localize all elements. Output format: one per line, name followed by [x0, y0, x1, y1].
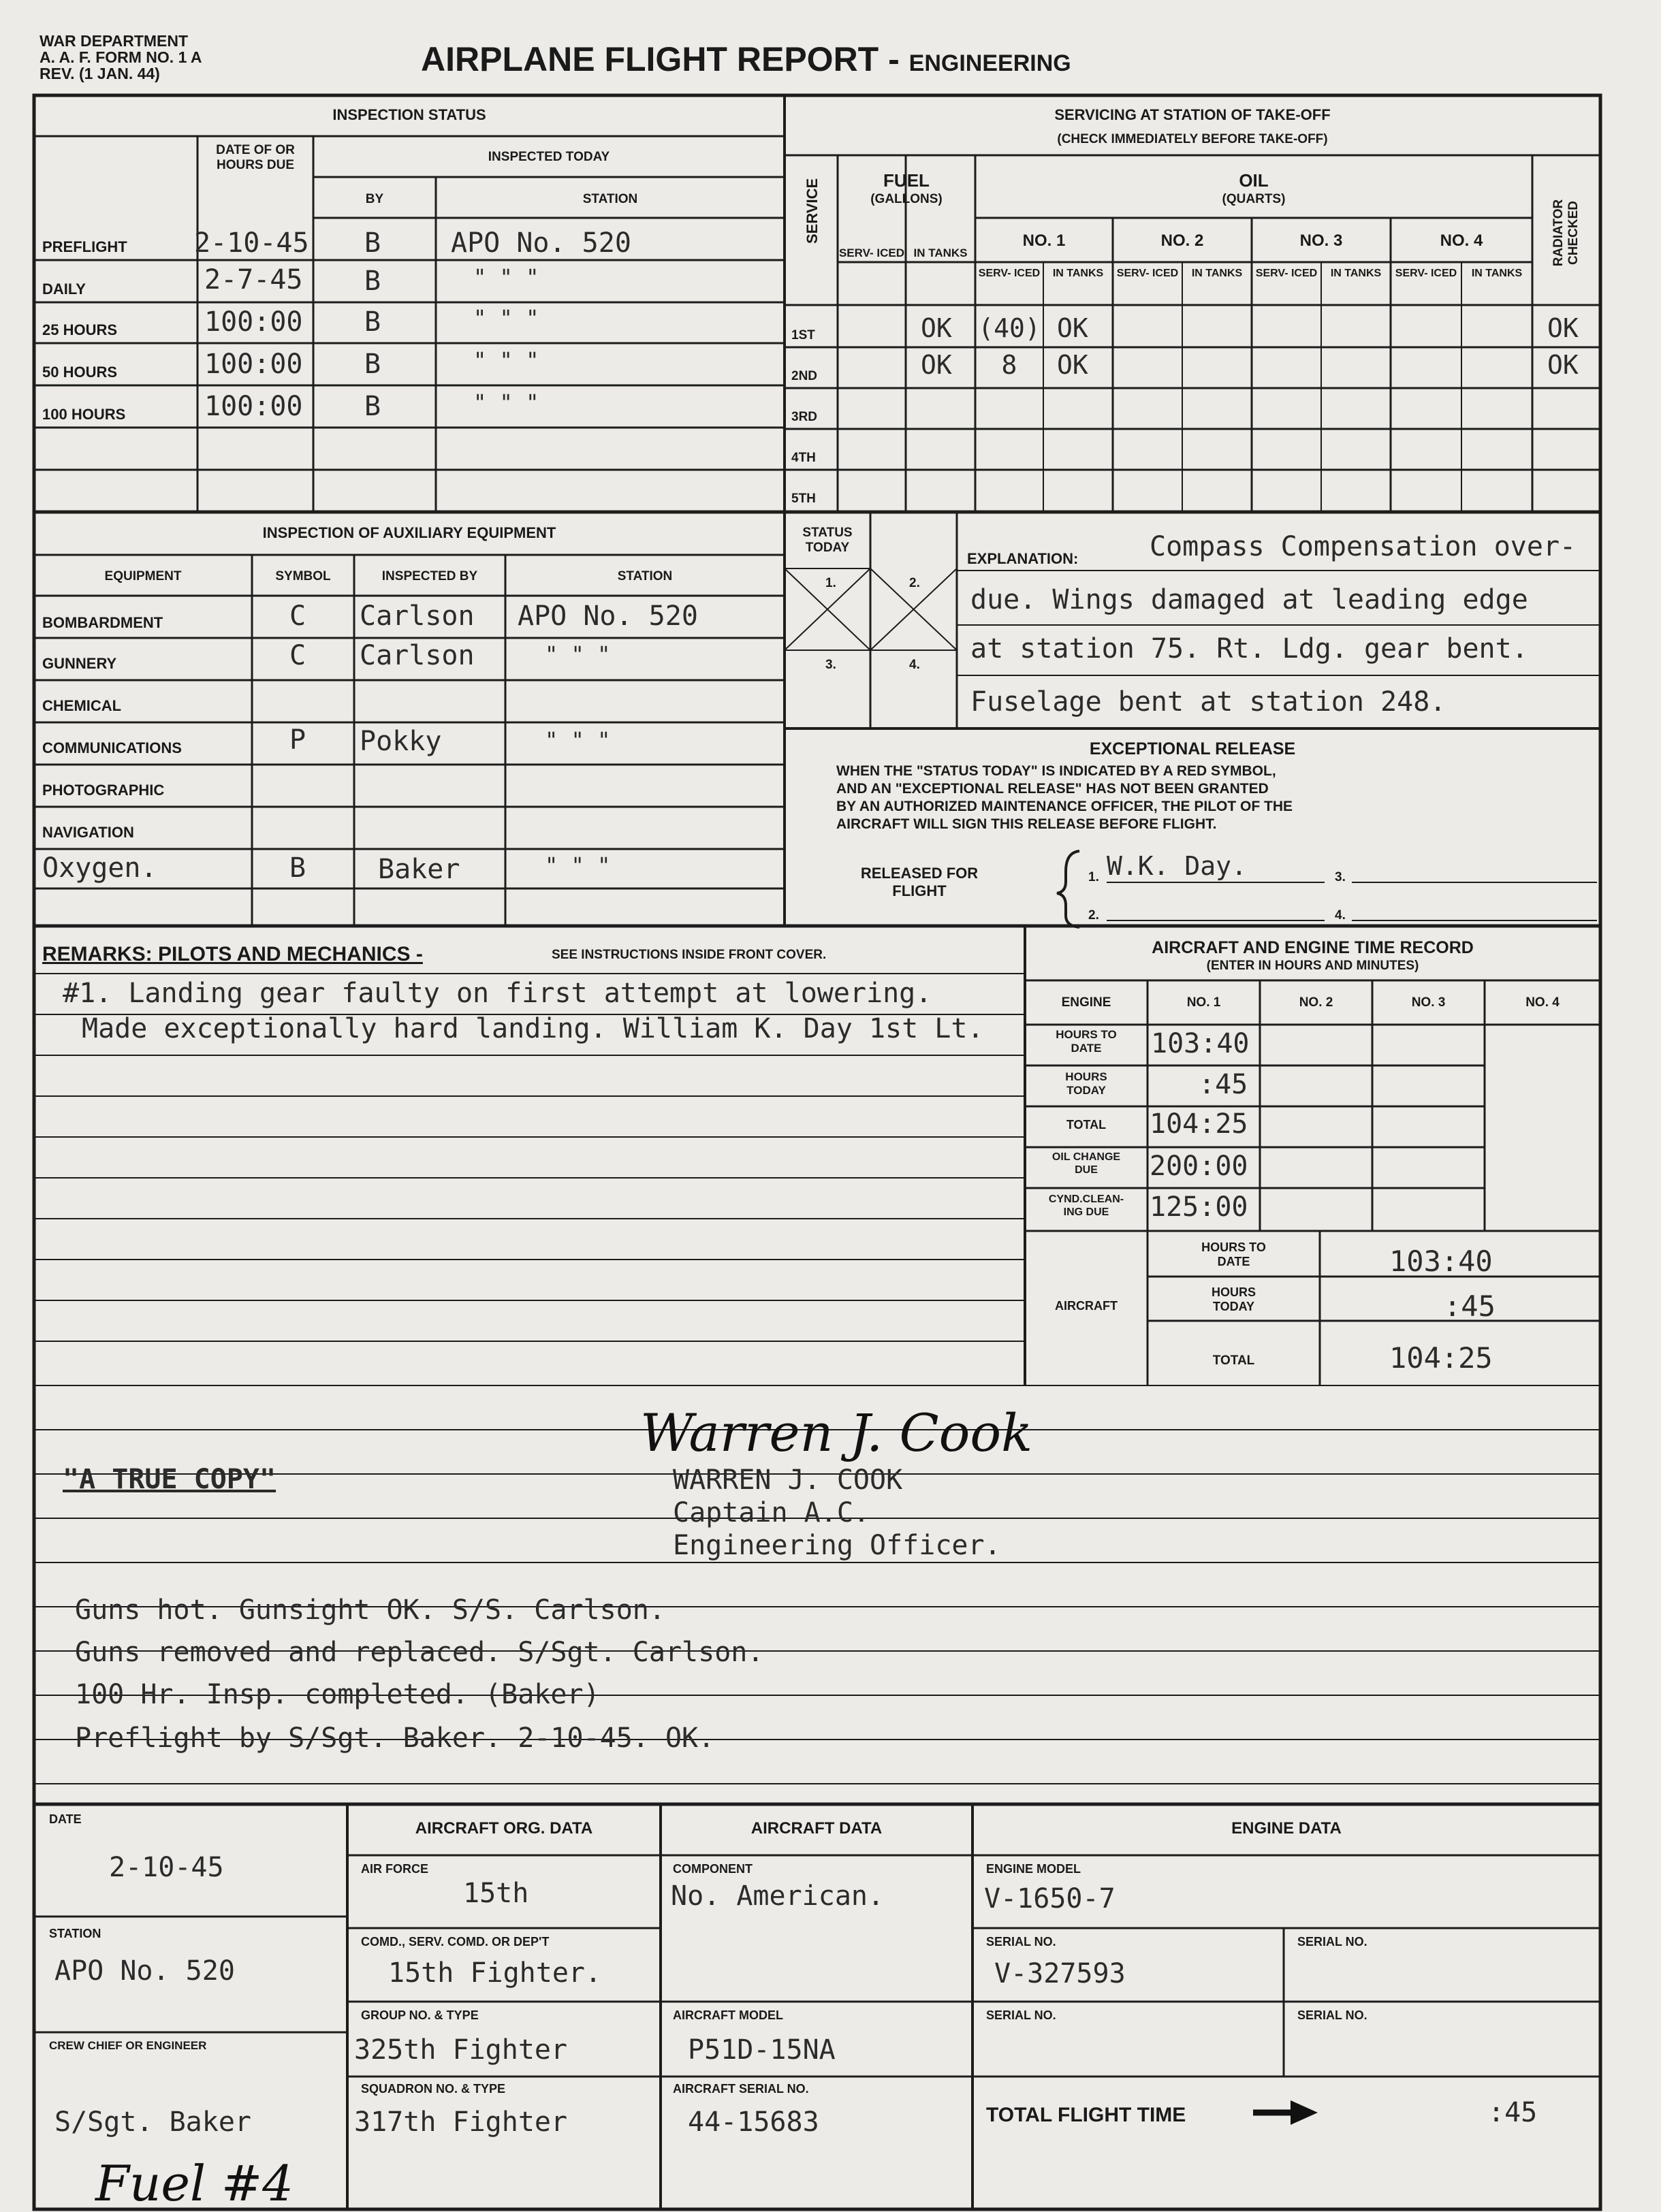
row-label: DAILY [42, 280, 86, 298]
engine-1-col: NO. 1 [1186, 995, 1221, 1010]
engine-serial-4-label: SERIAL NO. [1297, 2008, 1367, 2022]
command-value: 15th Fighter. [388, 1957, 602, 1989]
release-text-line-4: AIRCRAFT WILL SIGN THIS RELEASE BEFORE FLIGHT. [836, 816, 1217, 832]
group-value: 325th Fighter [354, 2034, 568, 2066]
mechanic-remark-4: Preflight by S/Sgt. Baker. 2-10-45. OK. [75, 1722, 715, 1754]
engine-3-col: NO. 3 [1411, 995, 1446, 1010]
row-label: 100 HOURS [42, 406, 126, 423]
aircraft-model-value: P51D-15NA [688, 2034, 836, 2066]
oil1-serviced-1st: (40) [978, 313, 1041, 343]
oil-unit: (QUARTS) [1222, 192, 1286, 206]
form-id-line-1: WAR DEPARTMENT [39, 32, 189, 50]
row-label: Oxygen. [42, 852, 157, 884]
date-due-value: 100:00 [204, 391, 303, 422]
engine-hours-today-label: HOURS TODAY [1065, 1070, 1107, 1097]
fuel-label: FUEL [883, 170, 930, 191]
col-symbol: SYMBOL [275, 569, 331, 583]
row-label: 50 HOURS [42, 364, 118, 381]
inspected-by-value: B [364, 227, 381, 259]
col-equipment: EQUIPMENT [104, 569, 182, 583]
cyl-cleaning-due-value: 125:00 [1150, 1191, 1248, 1223]
col-aux-station: STATION [617, 569, 673, 583]
remarks-instructions: SEE INSTRUCTIONS INSIDE FRONT COVER. [552, 948, 827, 962]
component-label: COMPONENT [673, 1862, 753, 1876]
mechanic-remark-2: Guns removed and replaced. S/Sgt. Carlson. [75, 1637, 764, 1668]
form-title-main: AIRPLANE FLIGHT REPORT - [421, 40, 900, 78]
release-signer-1: W.K. Day. [1107, 851, 1247, 881]
released-for-flight-label: RELEASED FOR FLIGHT [860, 865, 979, 899]
station-value: " " " [473, 389, 539, 415]
aircraft-data-header: AIRCRAFT DATA [750, 1819, 883, 1838]
form-id [39, 33, 202, 82]
remarks-label: REMARKS: PILOTS AND MECHANICS - [42, 943, 423, 965]
certifier-rank: Captain A.C. [673, 1497, 870, 1528]
fuel-in-tanks-2nd: OK [921, 350, 952, 380]
aircraft-hours-to-date-value: 103:40 [1389, 1245, 1493, 1278]
release-text-line-3: BY AN AUTHORIZED MAINTENANCE OFFICER, THE PILOT OF THE [836, 799, 1293, 814]
service-row-4th: 4TH [791, 451, 816, 465]
symbol-value: C [289, 600, 306, 632]
release-signer-4-number: 4. [1335, 908, 1346, 923]
service-row-3rd: 3RD [791, 410, 818, 424]
radiator-checked-label: RADIATOR CHECKED [1551, 199, 1581, 267]
cyl-cleaning-due-label: CYND.CLEAN- ING DUE [1048, 1193, 1124, 1218]
form-id-line-3: REV. (1 JAN. 44) [39, 65, 160, 82]
oil1-in-tanks-label: IN TANKS [1052, 268, 1104, 279]
inspected-by-value: B [364, 391, 381, 422]
inspected-by-value: B [364, 306, 381, 338]
crew-chief-label: CREW CHIEF OR ENGINEER [49, 2039, 207, 2052]
form-title-sub: ENGINEERING [908, 50, 1071, 76]
form-id-line-2: A. A. F. FORM NO. 1 A [39, 48, 202, 66]
engine-model-value: V-1650-7 [984, 1883, 1116, 1914]
row-label: BOMBARDMENT [42, 614, 163, 631]
engine-2-col: NO. 2 [1299, 995, 1333, 1010]
inspected-by-value: Baker [378, 854, 460, 885]
aux-equipment-header: INSPECTION OF AUXILIARY EQUIPMENT [262, 524, 556, 541]
inspected-by-value: B [364, 349, 381, 380]
station-value: " " " [473, 347, 539, 373]
row-label: COMMUNICATIONS [42, 739, 182, 756]
fuel-in-tanks-1st: OK [921, 313, 952, 343]
total-flight-time-value: :45 [1488, 2097, 1538, 2128]
oil-change-due-value: 200:00 [1150, 1151, 1248, 1182]
mechanic-remark-3: 100 Hr. Insp. completed. (Baker) [75, 1679, 600, 1710]
air-force-value: 15th [463, 1878, 529, 1909]
explanation-label: EXPLANATION: [967, 550, 1079, 567]
col-station: STATION [582, 192, 638, 206]
engine-4-col: NO. 4 [1525, 995, 1560, 1010]
station-value: APO No. 520 [451, 227, 631, 259]
oil3-serviced-label: SERV- ICED [1255, 268, 1318, 279]
oil-engine-2-label: NO. 2 [1160, 231, 1204, 250]
air-force-label: AIR FORCE [361, 1862, 428, 1876]
inspected-by-value: B [364, 266, 381, 297]
release-signer-1-number: 1. [1088, 870, 1099, 884]
status-cell-1: 1. [825, 576, 836, 590]
engine-serial-label: SERIAL NO. [986, 1935, 1056, 1949]
col-engine: ENGINE [1061, 995, 1111, 1010]
date-due-value: 2-10-45 [194, 227, 309, 259]
exceptional-release-text [836, 763, 1293, 833]
row-label: 25 HOURS [42, 321, 118, 338]
date-value: 2-10-45 [109, 1852, 224, 1883]
oil1-in-tanks-1st: OK [1057, 313, 1088, 343]
radiator-1st: OK [1547, 313, 1579, 343]
col-date-due: DATE OF OR HOURS DUE [216, 143, 295, 172]
oil1-in-tanks-2nd: OK [1057, 350, 1088, 380]
engine-data-header: ENGINE DATA [1231, 1819, 1342, 1838]
oil-engine-3-label: NO. 3 [1299, 231, 1343, 250]
total-flight-time-label: TOTAL FLIGHT TIME [986, 2104, 1186, 2126]
station-value: " " " [473, 305, 539, 331]
inspected-by-value: Carlson [360, 640, 475, 671]
row-label: PREFLIGHT [42, 238, 127, 255]
oil-engine-4-label: NO. 4 [1440, 231, 1483, 250]
engine-hours-to-date-value: 103:40 [1151, 1028, 1250, 1059]
aircraft-time-label: AIRCRAFT [1055, 1299, 1118, 1313]
status-cell-2: 2. [909, 576, 920, 590]
oil2-in-tanks-label: IN TANKS [1191, 268, 1243, 279]
mechanic-remark-1: Guns hot. Gunsight OK. S/S. Carlson. [75, 1594, 665, 1626]
certifier-title: Engineering Officer. [673, 1530, 1001, 1561]
servicing-subheader: (CHECK IMMEDIATELY BEFORE TAKE-OFF) [1057, 132, 1328, 146]
certifying-officer-block [673, 1464, 1001, 1562]
aircraft-serial-label: AIRCRAFT SERIAL NO. [673, 2082, 809, 2096]
crew-chief-value: S/Sgt. Baker [54, 2106, 251, 2138]
status-today-header: STATUS TODAY [802, 526, 853, 555]
explanation-line-3: at station 75. Rt. Ldg. gear bent. [970, 633, 1528, 664]
explanation-line-1: Compass Compensation over- [1150, 531, 1577, 562]
station-value: APO No. 520 [518, 600, 698, 632]
time-record-header: AIRCRAFT AND ENGINE TIME RECORD [1152, 938, 1474, 957]
aircraft-total-value: 104:25 [1389, 1341, 1493, 1375]
col-by: BY [365, 192, 384, 206]
engine-model-label: ENGINE MODEL [986, 1862, 1081, 1876]
exceptional-release-header: EXCEPTIONAL RELEASE [1089, 739, 1296, 758]
inspected-by-value: Carlson [360, 600, 475, 632]
engine-total-label: TOTAL [1066, 1118, 1107, 1132]
oil1-serviced-label: SERV- ICED [978, 268, 1041, 279]
station-value: " " " [473, 264, 539, 290]
aircraft-serial-value: 44-15683 [688, 2106, 819, 2138]
station-value: " " " [545, 852, 611, 878]
engine-serial-2-label: SERIAL NO. [1297, 1935, 1367, 1949]
symbol-value: P [289, 724, 306, 756]
service-row-1st: 1ST [791, 328, 815, 342]
release-signer-2-number: 2. [1088, 908, 1099, 923]
service-row-2nd: 2ND [791, 369, 818, 383]
row-label: PHOTOGRAPHIC [42, 782, 165, 799]
aircraft-hours-today-label: HOURS TODAY [1211, 1285, 1256, 1313]
officer-signature: Warren J. Cook [640, 1402, 1033, 1463]
org-data-header: AIRCRAFT ORG. DATA [415, 1819, 593, 1838]
service-label: SERVICE [804, 178, 821, 244]
aircraft-hours-today-value: :45 [1444, 1289, 1496, 1323]
date-label: DATE [49, 1812, 82, 1826]
certifier-name: WARREN J. COOK [673, 1464, 903, 1496]
radiator-2nd: OK [1547, 350, 1579, 380]
explanation-line-4: Fuselage bent at station 248. [970, 686, 1446, 718]
form-title [421, 39, 1071, 79]
servicing-header: SERVICING AT STATION OF TAKE-OFF [1054, 106, 1331, 123]
engine-hours-to-date-label: HOURS TO DATE [1056, 1028, 1117, 1055]
fuel-in-tanks-label: IN TANKS [913, 246, 968, 259]
inspection-status-header: INSPECTION STATUS [332, 106, 486, 123]
date-due-value: 100:00 [204, 349, 303, 380]
oil1-serviced-2nd: 8 [1001, 350, 1017, 380]
inspected-by-value: Pokky [360, 726, 442, 757]
row-label: GUNNERY [42, 655, 117, 672]
oil2-serviced-label: SERV- ICED [1116, 268, 1179, 279]
oil-engine-1-label: NO. 1 [1022, 231, 1066, 250]
date-due-value: 100:00 [204, 306, 303, 338]
true-copy-stamp: "A TRUE COPY" [63, 1464, 276, 1495]
aircraft-total-label: TOTAL [1212, 1353, 1255, 1368]
fuel-serviced-label: SERV- ICED [838, 246, 905, 259]
row-label: CHEMICAL [42, 697, 122, 714]
station-value: " " " [545, 727, 611, 753]
aircraft-hours-to-date-label: HOURS TO DATE [1201, 1240, 1266, 1268]
col-inspected-by: INSPECTED BY [381, 569, 478, 583]
oil4-in-tanks-label: IN TANKS [1471, 268, 1523, 279]
oil-label: OIL [1239, 170, 1269, 191]
symbol-value: B [289, 852, 306, 884]
release-signer-3-number: 3. [1335, 870, 1346, 884]
squadron-label: SQUADRON NO. & TYPE [361, 2082, 506, 2096]
fuel-unit: (GALLONS) [870, 192, 943, 206]
component-value: No. American. [671, 1880, 885, 1912]
time-record-subheader: (ENTER IN HOURS AND MINUTES) [1206, 959, 1419, 973]
date-due-value: 2-7-45 [204, 264, 303, 295]
squadron-value: 317th Fighter [354, 2106, 568, 2138]
station-value: APO No. 520 [54, 1955, 235, 1987]
aircraft-model-label: AIRCRAFT MODEL [673, 2008, 783, 2022]
status-cell-3: 3. [825, 658, 836, 672]
oil3-in-tanks-label: IN TANKS [1330, 268, 1382, 279]
explanation-line-2: due. Wings damaged at leading edge [970, 584, 1528, 615]
row-label: NAVIGATION [42, 824, 134, 841]
engine-serial-3-label: SERIAL NO. [986, 2008, 1056, 2022]
station-label: STATION [49, 1927, 101, 1940]
col-inspected-today: INSPECTED TODAY [488, 150, 610, 164]
remark-line-2: Made exceptionally hard landing. William K. Day 1st Lt. [82, 1013, 984, 1044]
engine-hours-today-value: :45 [1199, 1069, 1248, 1100]
station-value: " " " [545, 641, 611, 667]
remark-line-1: #1. Landing gear faulty on first attempt at lowering. [63, 978, 932, 1009]
status-cell-4: 4. [909, 658, 920, 672]
oil-change-due-label: OIL CHANGE DUE [1051, 1151, 1121, 1176]
oil4-serviced-label: SERV- ICED [1395, 268, 1457, 279]
service-row-5th: 5TH [791, 492, 816, 506]
release-text-line-1: WHEN THE "STATUS TODAY" IS INDICATED BY A RED SYMBOL, [836, 763, 1276, 779]
group-label: GROUP NO. & TYPE [361, 2008, 479, 2022]
release-text-line-2: AND AN "EXCEPTIONAL RELEASE" HAS NOT BEEN GRANTED [836, 781, 1269, 797]
symbol-value: C [289, 640, 306, 671]
engine-serial-value: V-327593 [994, 1958, 1126, 1989]
handwritten-fuel-note: Fuel #4 [95, 2155, 294, 2212]
engine-total-value: 104:25 [1150, 1108, 1248, 1140]
command-label: COMD., SERV. COMD. OR DEP'T [361, 1935, 550, 1949]
